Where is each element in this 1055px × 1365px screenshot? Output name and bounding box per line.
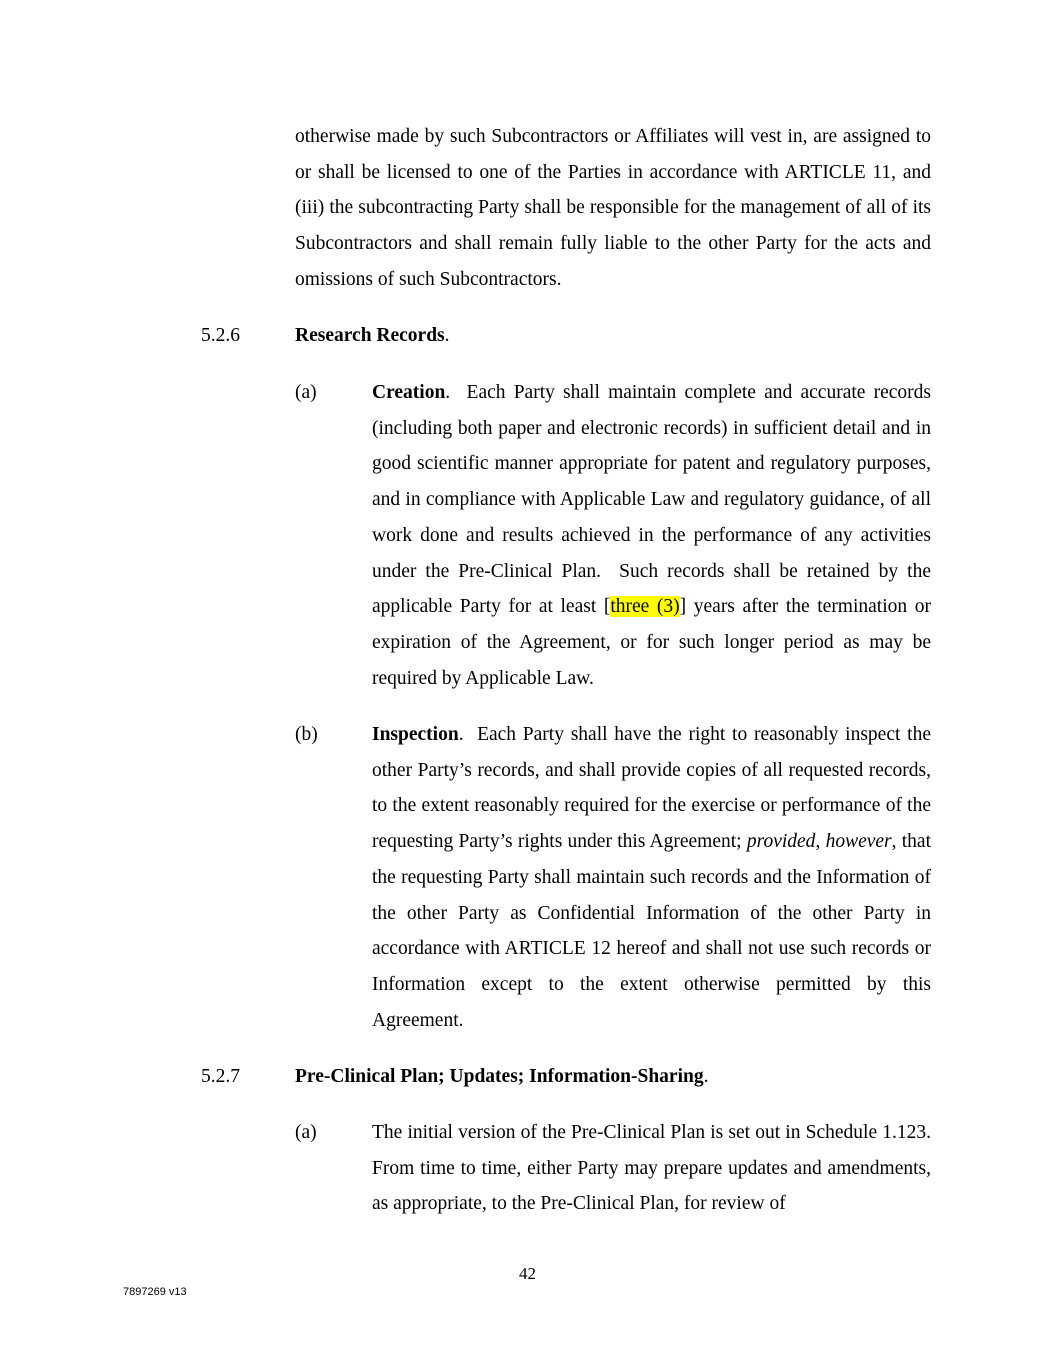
section-heading-research-records [295,318,450,354]
inspection-text-part1: Each Party shall have the right to reasonably inspect the other Party’s records, and shall provide copies of all requested records, to the extent reasonably required for the exercise or performance of the requesting Party’s rights under this Agreement; [372,724,936,853]
italic-provided: provided [746,831,816,853]
heading-text: Research Records [295,325,445,346]
highlighted-term: three (3) [610,596,680,618]
section-number-5-2-7: 5.2.7 [201,1066,240,1087]
page-number: 42 [519,1264,536,1283]
creation-text-part1: Each Party shall maintain complete and accurate records (including both paper and electronic records) in sufficient detail and in good scientific manner appropriate for patent and regulatory purposes, and in compliance with Applicable Law and regulatory guidance, of all work done and results achieved in the performance of any activities under the Pre-Clinical Plan. Such records shall be retained by the applicable Party for at least [ [372,382,936,618]
subsection-inspection-paragraph [372,717,936,1038]
inspection-text-part2: , that the requesting Party shall maintain such records and the Information of the other Party as Confidential Information of the other Party in accordance with ARTICLE 12 hereof and shall not use such records or Information except to the extent otherwise permitted by this Agreement. [372,831,931,1031]
subsection-letter-a: (a) [295,382,317,403]
subsection-creation-paragraph [372,375,936,696]
subsection-initial-version-paragraph [372,1115,931,1222]
italic-separator: , [815,831,826,853]
subsection-letter-b: (b) [295,724,318,745]
document-id: 7897269 v13 [123,1286,187,1298]
heading-suffix: . [444,325,450,346]
section-heading-pre-clinical-plan [295,1059,708,1095]
continuation-paragraph [295,119,931,298]
heading-suffix: . [703,1066,709,1087]
creation-text-part2: ] years after the termination or expiration of the Agreement, or for such longer period as may be required by Applicable Law. [372,596,931,689]
continuation-text: otherwise made by such Subcontractors or Affiliates will vest in, are assigned to or shall be licensed to one of the Parties in accordance with ARTICLE 11, and (iii) the subcontracting Party shall be responsible for the management of all of its Subcontractors and shall remain fully liable to the other Party for the acts and omissions of such Subcontractors. [295,126,931,290]
section-number-5-2-6: 5.2.6 [201,325,240,346]
italic-however: however [825,831,892,853]
heading-text: Pre-Clinical Plan; Updates; Information-Sharing [295,1066,704,1087]
title-suffix: . [458,724,464,745]
subsection-title-creation: Creation [372,382,446,403]
initial-version-text: The initial version of the Pre-Clinical Plan is set out in Schedule 1.123. From time to time, either Party may prepare updates and amendments, as appropriate, to the Pre-Clinical Plan, for review of [372,1122,931,1215]
subsection-letter-a-5-2-7: (a) [295,1122,317,1143]
subsection-title-inspection: Inspection [372,724,459,745]
title-suffix: . [445,382,451,403]
